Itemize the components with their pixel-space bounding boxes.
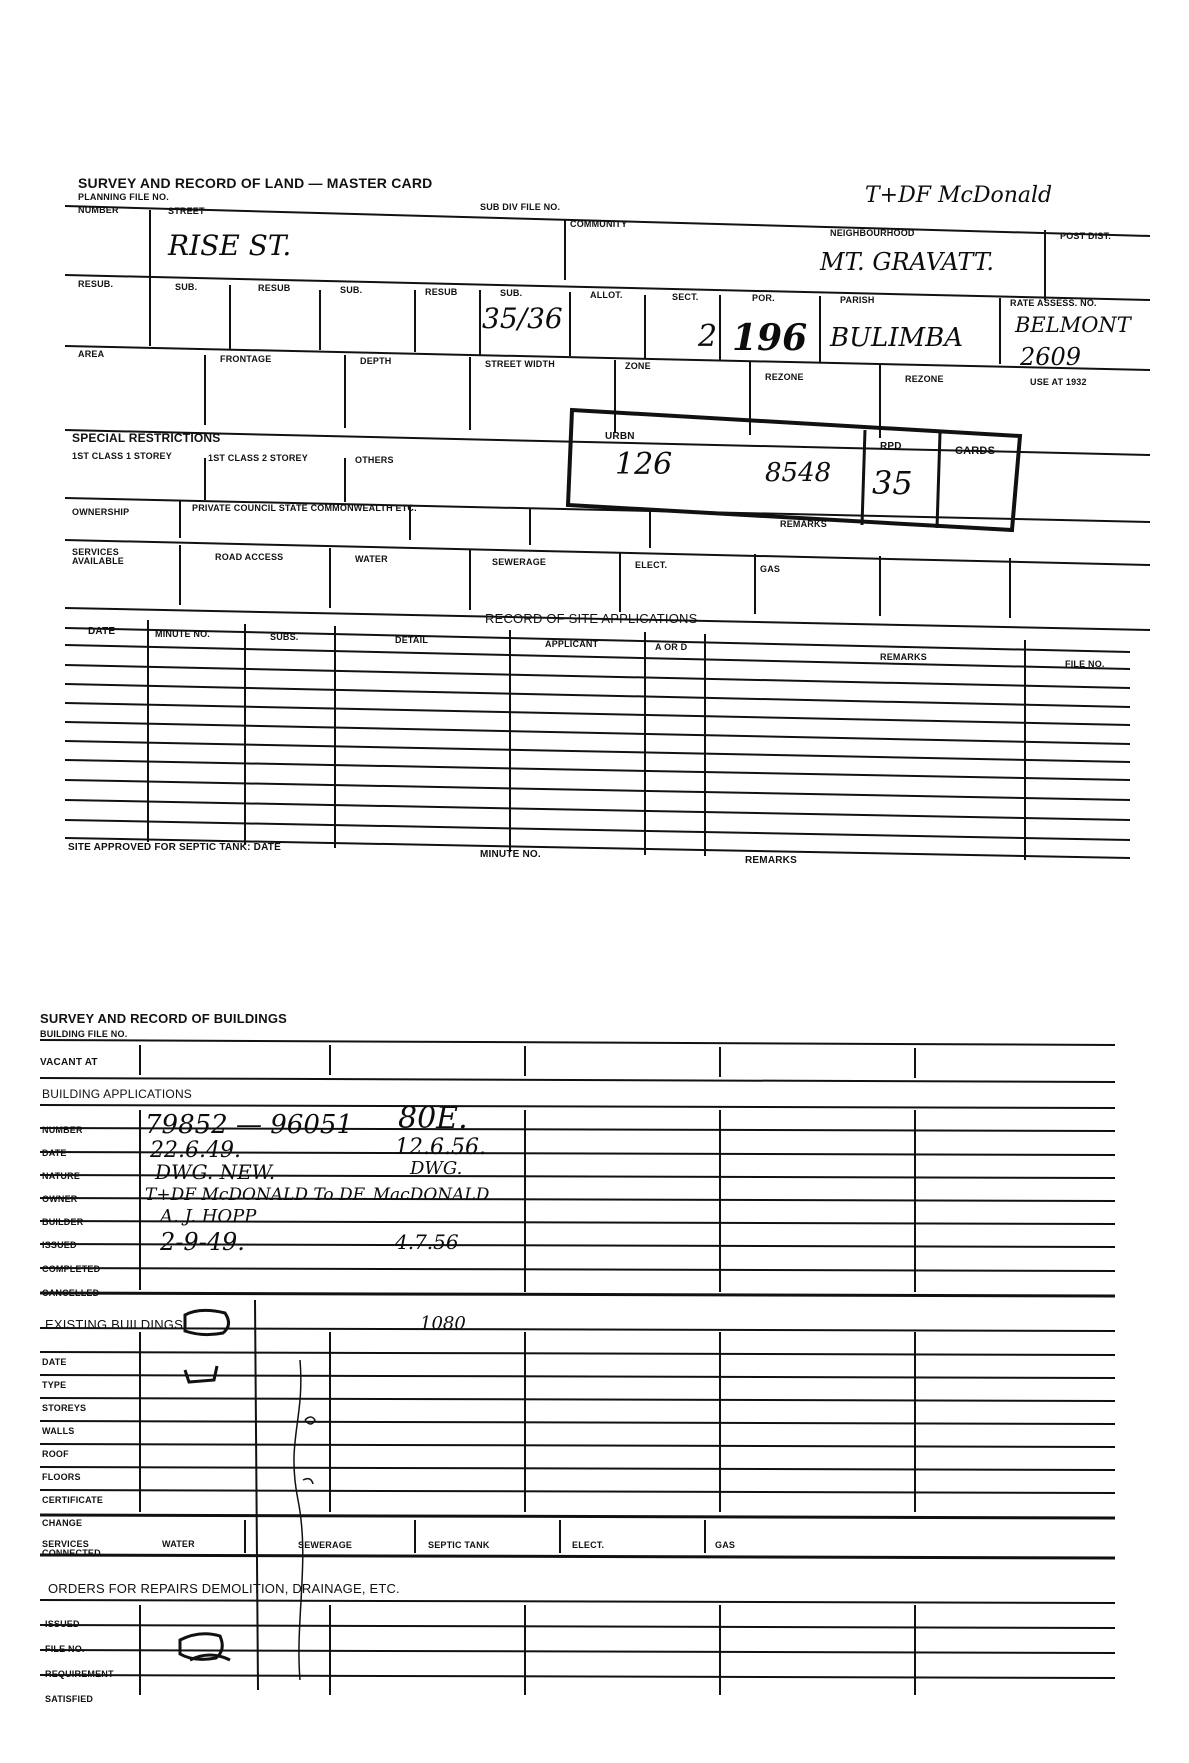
hw-parish: BULIMBA	[830, 323, 964, 353]
label-gas: GAS	[760, 564, 781, 574]
label-post-dist: POST DIST.	[1060, 231, 1112, 241]
services-sewerage: SEWERAGE	[298, 1540, 353, 1550]
hw-app-issued-1: 2-9-49.	[160, 1228, 245, 1256]
existing-storeys: STOREYS	[42, 1403, 87, 1413]
services-connected-label: SERVICES CONNECTED	[42, 1539, 101, 1558]
hw-sub: 35/36	[482, 302, 563, 335]
label-resub-1: RESUB	[258, 283, 291, 293]
hw-app-builder: A. J. HOPP	[160, 1206, 257, 1227]
label-class1: 1ST CLASS 1 STOREY	[72, 451, 172, 461]
label-rezone-2: REZONE	[905, 374, 944, 384]
orders-title: ORDERS FOR REPAIRS DEMOLITION, DRAINAGE, ETC.	[48, 1581, 400, 1596]
label-rate-assess: RATE ASSESS. NO.	[1010, 298, 1097, 308]
label-resub-2: RESUB	[425, 287, 458, 297]
row-issued: ISSUED	[42, 1240, 77, 1250]
label-class2: 1ST CLASS 2 STOREY	[208, 453, 308, 463]
existing-date: DATE	[42, 1357, 67, 1367]
col-file-no: FILE NO.	[1065, 659, 1105, 669]
hw-app-number-2: 80E.	[398, 1101, 468, 1136]
services-water: WATER	[162, 1539, 195, 1549]
row-completed: COMPLETED	[42, 1264, 101, 1274]
hw-neighbourhood: MT. GRAVATT.	[820, 248, 994, 276]
hw-street: RISE ST.	[168, 229, 292, 262]
planning-file-label: PLANNING FILE NO.	[78, 192, 169, 202]
building-applications-title: BUILDING APPLICATIONS	[42, 1087, 193, 1101]
existing-type: TYPE	[42, 1380, 67, 1390]
label-allot: ALLOT.	[590, 290, 623, 300]
label-neighbourhood: NEIGHBOURHOOD	[830, 228, 915, 238]
hw-existing-note: 1080	[420, 1313, 466, 1334]
hw-app-nature-1: DWG. NEW.	[155, 1160, 276, 1184]
label-water: WATER	[355, 554, 388, 564]
label-ownership-types: PRIVATE COUNCIL STATE COMMONWEALTH ETC.	[192, 503, 417, 513]
hw-rpd: 35	[872, 464, 913, 502]
hw-por: 196	[732, 317, 808, 359]
hw-rate-assess-no: 2609	[1020, 343, 1082, 371]
hw-rate-assess: BELMONT	[1015, 313, 1131, 337]
label-remarks-land: REMARKS	[780, 519, 827, 529]
hw-app-number: 79852 — 96051	[145, 1110, 353, 1140]
label-street: STREET	[168, 206, 205, 216]
label-others: OTHERS	[355, 455, 394, 465]
label-number: NUMBER	[78, 205, 119, 215]
label-elect: ELECT.	[635, 560, 668, 570]
row-owner: OWNER	[42, 1194, 78, 1204]
row-nature: NATURE	[42, 1171, 81, 1181]
col-date: DATE	[88, 626, 116, 637]
label-por: POR.	[752, 293, 775, 303]
hw-app-date-2: 12.6.56.	[395, 1135, 486, 1160]
label-resub: RESUB.	[78, 279, 114, 289]
col-detail: DETAIL	[395, 635, 429, 645]
existing-walls: WALLS	[42, 1426, 75, 1436]
label-zone: ZONE	[625, 361, 651, 371]
label-frontage: FRONTAGE	[220, 354, 272, 364]
label-ownership: OWNERSHIP	[72, 507, 130, 517]
septic-minute: MINUTE NO.	[480, 849, 541, 860]
hw-app-nature-2: DWG.	[410, 1158, 463, 1179]
label-urbn: URBN	[605, 431, 635, 442]
sub-div-file-label: SUB DIV FILE NO.	[480, 202, 561, 212]
label-parish: PARISH	[840, 295, 875, 305]
hw-app-owner: T+DF McDONALD To DF. MacDONALD	[145, 1185, 490, 1205]
services-septic-tank: SEPTIC TANK	[428, 1540, 490, 1550]
label-cards: CARDS	[955, 445, 996, 457]
orders-file-no: FILE NO.	[45, 1644, 85, 1654]
label-sub-1: SUB.	[175, 282, 198, 292]
row-number: NUMBER	[42, 1125, 83, 1135]
land-card-title: SURVEY AND RECORD OF LAND — MASTER CARD	[78, 175, 433, 191]
label-sub-2: SUB.	[340, 285, 363, 295]
row-date: DATE	[42, 1148, 67, 1158]
septic-remarks: REMARKS	[745, 855, 797, 866]
septic-site-approved: SITE APPROVED FOR SEPTIC TANK: DATE	[68, 842, 281, 853]
label-special-restrictions: SPECIAL RESTRICTIONS	[72, 431, 221, 445]
label-depth: DEPTH	[360, 356, 392, 366]
col-minute: MINUTE NO.	[155, 629, 210, 639]
col-applicant: APPLICANT	[545, 639, 599, 649]
row-cancelled: CANCELLED	[42, 1288, 100, 1298]
orders-requirement: REQUIREMENT	[45, 1669, 114, 1679]
label-road-access: ROAD ACCESS	[215, 552, 284, 562]
hw-app-date-1: 22.6.49.	[150, 1138, 241, 1163]
label-rpd: RPD	[880, 441, 902, 452]
row-builder: BUILDER	[42, 1217, 84, 1227]
hw-app-issued-2: 4.7.56	[395, 1230, 459, 1254]
label-community: COMMUNITY	[570, 219, 628, 229]
label-street-width: STREET WIDTH	[485, 359, 555, 369]
col-a-or-d: A OR D	[655, 642, 688, 652]
existing-floors: FLOORS	[42, 1472, 81, 1482]
label-rezone-1: REZONE	[765, 372, 804, 382]
hw-urbn-no: 8548	[765, 458, 832, 488]
col-subs: SUBS.	[270, 632, 299, 642]
services-elect: ELECT.	[572, 1540, 605, 1550]
label-sewerage: SEWERAGE	[492, 557, 547, 567]
vacant-at-label: VACANT AT	[40, 1057, 98, 1068]
building-card-title: SURVEY AND RECORD OF BUILDINGS	[40, 1011, 288, 1026]
existing-buildings-title: EXISTING BUILDINGS	[45, 1317, 183, 1332]
hw-owner-note: T+DF McDonald	[865, 183, 1053, 208]
hw-sect: 2	[698, 319, 718, 354]
hw-urbn-prefix: 126	[615, 447, 673, 482]
services-gas: GAS	[715, 1540, 736, 1550]
existing-certificate: CERTIFICATE	[42, 1495, 104, 1505]
label-sub-3: SUB.	[500, 288, 523, 298]
label-services-available: SERVICES AVAILABLE	[72, 547, 124, 566]
label-area: AREA	[78, 349, 105, 359]
existing-change: CHANGE	[42, 1518, 83, 1528]
label-sect: SECT.	[672, 292, 699, 302]
site-applications-title: RECORD OF SITE APPLICATIONS	[485, 611, 698, 626]
label-use-at: USE AT 1932	[1030, 377, 1087, 387]
orders-issued: ISSUED	[45, 1619, 80, 1629]
building-file-label: BUILDING FILE NO.	[40, 1029, 128, 1039]
col-remarks: REMARKS	[880, 652, 927, 662]
existing-roof: ROOF	[42, 1449, 69, 1459]
orders-satisfied: SATISFIED	[45, 1694, 94, 1704]
